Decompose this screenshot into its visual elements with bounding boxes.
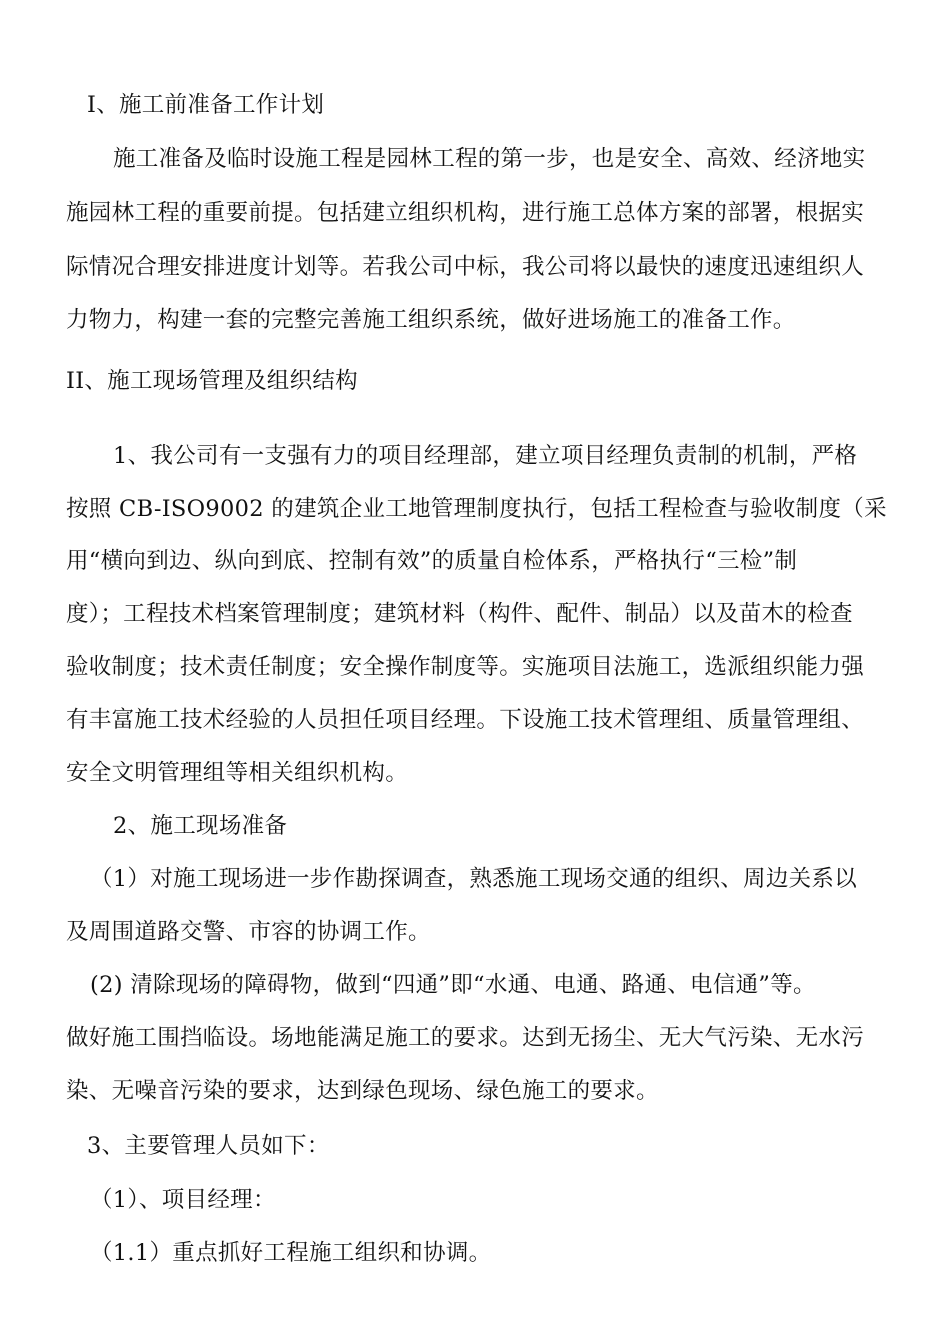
paragraph-1-line-2: 施园林工程的重要前提。包括建立组织机构，进行施工总体方案的部署，根据实 [66, 200, 865, 226]
paragraph-1-line-1: 施工准备及临时设施工程是园林工程的第一步，也是安全、高效、经济地实 [113, 146, 866, 172]
paragraph-2-line-4: 度）；工程技术档案管理制度；建筑材料（构件、配件、制品）以及苗木的检查 [66, 601, 853, 627]
item-2-line-1: (2) 清除现场的障碍物，做到“四通”即“水通、电通、路通、电信通”等。 [90, 972, 816, 998]
subheading-key-personnel: 3、主要管理人员如下： [87, 1133, 330, 1159]
paragraph-1-line-4: 力物力，构建一套的完整完善施工组织系统，做好进场施工的准备工作。 [66, 307, 796, 333]
paragraph-2-line-1: 1、我公司有一支强有力的项目经理部，建立项目经理负责制的机制，严格 [113, 443, 858, 469]
paragraph-1-line-3: 际情况合理安排进度计划等。若我公司中标，我公司将以最快的速度迅速组织人 [66, 254, 865, 280]
heading-section-1: I、施工前准备工作计划 [87, 92, 325, 118]
item-2-line-3: 染、无噪音污染的要求，达到绿色现场、绿色施工的要求。 [66, 1078, 659, 1104]
paragraph-2-line-2: 按照 CB-ISO9002 的建筑企业工地管理制度执行，包括工程检查与验收制度（采 [66, 496, 887, 522]
paragraph-2-line-7: 安全文明管理组等相关组织机构。 [66, 760, 409, 786]
paragraph-2-line-5: 验收制度；技术责任制度；安全操作制度等。实施项目法施工，选派组织能力强 [66, 654, 865, 680]
item-1-line-2: 及周围道路交警、市容的协调工作。 [66, 919, 431, 945]
item-2-line-2: 做好施工围挡临设。场地能满足施工的要求。达到无扬尘、无大气污染、无水污 [66, 1025, 865, 1051]
paragraph-2-line-3: 用“横向到边、纵向到底、控制有效”的质量自检体系，严格执行“三检”制 [66, 548, 798, 574]
personnel-item-1-1: （1.1）重点抓好工程施工组织和协调。 [90, 1240, 492, 1266]
subheading-site-prep: 2、施工现场准备 [113, 813, 288, 839]
item-1-line-1: （1）对施工现场进一步作勘探调查，熟悉施工现场交通的组织、周边关系以 [90, 866, 858, 892]
personnel-item-1: （1）、项目经理： [90, 1187, 276, 1213]
paragraph-2-line-6: 有丰富施工技术经验的人员担任项目经理。下设施工技术管理组、质量管理组、 [66, 707, 865, 733]
heading-section-2: II、施工现场管理及组织结构 [66, 368, 358, 394]
